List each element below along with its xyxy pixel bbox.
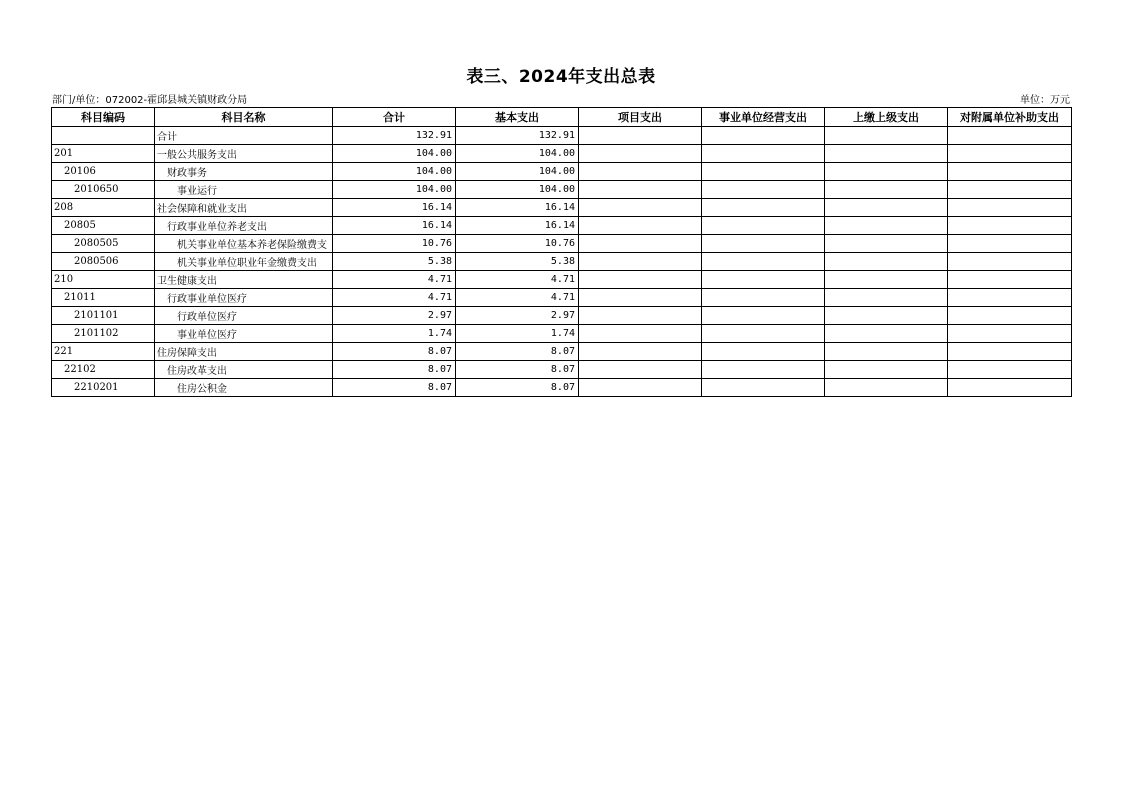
unit-label: 单位：万元	[1020, 95, 1070, 106]
cell-remit	[825, 343, 948, 361]
cell-business	[702, 343, 825, 361]
cell-remit	[825, 217, 948, 235]
cell-basic: 104.00	[456, 181, 579, 199]
cell-remit	[825, 199, 948, 217]
table-row	[52, 253, 1072, 271]
cell-business	[702, 361, 825, 379]
cell-basic: 5.38	[456, 253, 579, 271]
cell-code: 22102	[52, 361, 155, 379]
cell-total: 16.14	[333, 199, 456, 217]
cell-business	[702, 289, 825, 307]
cell-total: 5.38	[333, 253, 456, 271]
cell-subsidy	[948, 307, 1072, 325]
cell-code	[52, 127, 155, 145]
cell-basic: 8.07	[456, 343, 579, 361]
cell-business	[702, 271, 825, 289]
cell-total: 8.07	[333, 343, 456, 361]
cell-subsidy	[948, 289, 1072, 307]
cell-basic: 10.76	[456, 235, 579, 253]
cell-business	[702, 253, 825, 271]
cell-project	[579, 127, 702, 145]
cell-name: 机关事业单位基本养老保险缴费支	[155, 235, 333, 253]
col-header-business: 事业单位经营支出	[702, 108, 825, 127]
table-row	[52, 361, 1072, 379]
cell-name: 卫生健康支出	[155, 271, 333, 289]
cell-name: 一般公共服务支出	[155, 145, 333, 163]
cell-code: 208	[52, 199, 155, 217]
cell-code: 2010650	[52, 181, 155, 199]
cell-subsidy	[948, 325, 1072, 343]
cell-code: 2101101	[52, 307, 155, 325]
cell-name: 住房保障支出	[155, 343, 333, 361]
col-header-total: 合计	[333, 108, 456, 127]
table-row	[52, 343, 1072, 361]
cell-project	[579, 199, 702, 217]
expenditure-table	[51, 107, 1072, 397]
cell-name: 合计	[155, 127, 333, 145]
cell-basic: 8.07	[456, 379, 579, 397]
cell-basic: 2.97	[456, 307, 579, 325]
cell-project	[579, 217, 702, 235]
cell-total: 8.07	[333, 379, 456, 397]
cell-code: 2080505	[52, 235, 155, 253]
cell-code: 21011	[52, 289, 155, 307]
cell-total: 104.00	[333, 181, 456, 199]
cell-code: 210	[52, 271, 155, 289]
cell-remit	[825, 379, 948, 397]
col-header-name: 科目名称	[155, 108, 333, 127]
cell-subsidy	[948, 127, 1072, 145]
col-header-basic: 基本支出	[456, 108, 579, 127]
cell-basic: 16.14	[456, 217, 579, 235]
cell-remit	[825, 289, 948, 307]
col-header-subsidy: 对附属单位补助支出	[948, 108, 1072, 127]
cell-basic: 4.71	[456, 271, 579, 289]
cell-total: 10.76	[333, 235, 456, 253]
cell-business	[702, 235, 825, 253]
cell-business	[702, 163, 825, 181]
cell-subsidy	[948, 217, 1072, 235]
table-row	[52, 271, 1072, 289]
header-row	[52, 108, 1072, 127]
table-row	[52, 163, 1072, 181]
cell-total: 104.00	[333, 145, 456, 163]
cell-subsidy	[948, 163, 1072, 181]
cell-basic: 104.00	[456, 163, 579, 181]
table-row	[52, 181, 1072, 199]
col-header-code: 科目编码	[52, 108, 155, 127]
cell-total: 104.00	[333, 163, 456, 181]
cell-business	[702, 199, 825, 217]
cell-basic: 16.14	[456, 199, 579, 217]
cell-code: 201	[52, 145, 155, 163]
cell-subsidy	[948, 343, 1072, 361]
col-header-project: 项目支出	[579, 108, 702, 127]
cell-basic: 8.07	[456, 361, 579, 379]
cell-code: 2080506	[52, 253, 155, 271]
table-row	[52, 289, 1072, 307]
cell-business	[702, 379, 825, 397]
cell-total: 132.91	[333, 127, 456, 145]
cell-name: 行政事业单位养老支出	[155, 217, 333, 235]
cell-subsidy	[948, 181, 1072, 199]
table-row	[52, 199, 1072, 217]
cell-total: 4.71	[333, 289, 456, 307]
cell-remit	[825, 307, 948, 325]
cell-project	[579, 379, 702, 397]
cell-subsidy	[948, 379, 1072, 397]
table-row	[52, 325, 1072, 343]
cell-basic: 1.74	[456, 325, 579, 343]
cell-subsidy	[948, 253, 1072, 271]
cell-remit	[825, 145, 948, 163]
cell-remit	[825, 127, 948, 145]
cell-code: 2101102	[52, 325, 155, 343]
cell-name: 行政单位医疗	[155, 307, 333, 325]
cell-project	[579, 361, 702, 379]
cell-total: 4.71	[333, 271, 456, 289]
cell-basic: 4.71	[456, 289, 579, 307]
cell-remit	[825, 361, 948, 379]
cell-basic: 132.91	[456, 127, 579, 145]
cell-project	[579, 253, 702, 271]
cell-name: 住房公积金	[155, 379, 333, 397]
cell-remit	[825, 235, 948, 253]
cell-subsidy	[948, 361, 1072, 379]
cell-remit	[825, 271, 948, 289]
cell-project	[579, 163, 702, 181]
table-row	[52, 145, 1072, 163]
cell-code: 20805	[52, 217, 155, 235]
cell-business	[702, 127, 825, 145]
cell-project	[579, 325, 702, 343]
cell-subsidy	[948, 235, 1072, 253]
cell-total: 16.14	[333, 217, 456, 235]
cell-business	[702, 217, 825, 235]
cell-name: 行政事业单位医疗	[155, 289, 333, 307]
cell-code: 221	[52, 343, 155, 361]
cell-project	[579, 145, 702, 163]
col-header-remit: 上缴上级支出	[825, 108, 948, 127]
cell-name: 机关事业单位职业年金缴费支出	[155, 253, 333, 271]
cell-name: 事业运行	[155, 181, 333, 199]
cell-name: 住房改革支出	[155, 361, 333, 379]
cell-business	[702, 145, 825, 163]
table-title: 表三、2024年支出总表	[466, 67, 656, 87]
cell-name: 社会保障和就业支出	[155, 199, 333, 217]
cell-code: 20106	[52, 163, 155, 181]
cell-total: 2.97	[333, 307, 456, 325]
cell-business	[702, 307, 825, 325]
cell-subsidy	[948, 271, 1072, 289]
cell-project	[579, 271, 702, 289]
table-row	[52, 217, 1072, 235]
cell-basic: 104.00	[456, 145, 579, 163]
department-label: 部门/单位：072002-霍邱县城关镇财政分局	[52, 95, 248, 106]
cell-project	[579, 343, 702, 361]
cell-project	[579, 289, 702, 307]
cell-subsidy	[948, 145, 1072, 163]
cell-name: 财政事务	[155, 163, 333, 181]
table-row	[52, 235, 1072, 253]
cell-remit	[825, 181, 948, 199]
table-row	[52, 307, 1072, 325]
cell-project	[579, 181, 702, 199]
cell-business	[702, 181, 825, 199]
cell-remit	[825, 163, 948, 181]
cell-remit	[825, 253, 948, 271]
cell-project	[579, 307, 702, 325]
cell-name: 事业单位医疗	[155, 325, 333, 343]
table-row	[52, 379, 1072, 397]
cell-total: 8.07	[333, 361, 456, 379]
cell-business	[702, 325, 825, 343]
cell-code: 2210201	[52, 379, 155, 397]
cell-project	[579, 235, 702, 253]
table-row	[52, 127, 1072, 145]
cell-remit	[825, 325, 948, 343]
cell-subsidy	[948, 199, 1072, 217]
cell-total: 1.74	[333, 325, 456, 343]
